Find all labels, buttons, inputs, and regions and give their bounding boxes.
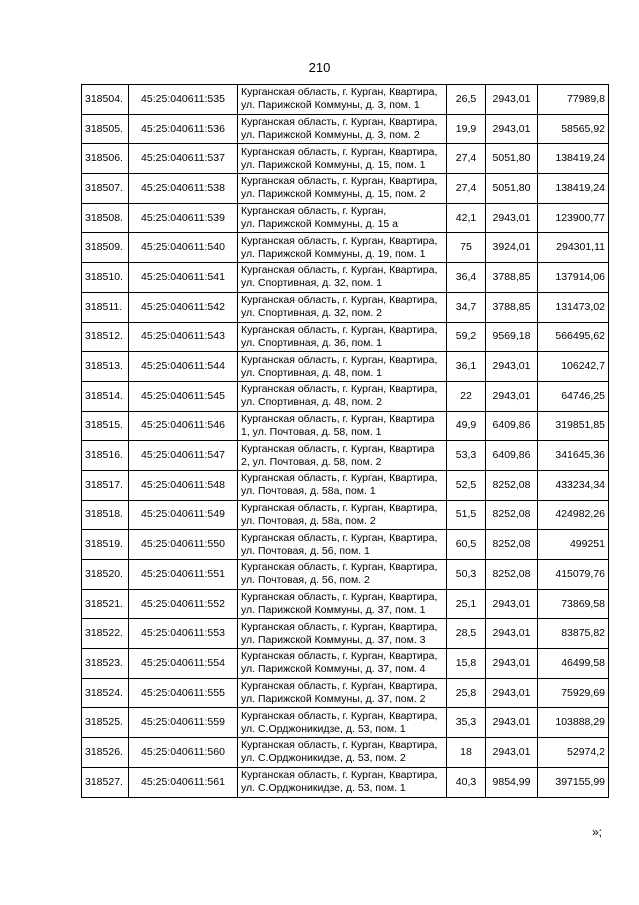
address-cell bbox=[238, 560, 447, 590]
address-cell bbox=[238, 411, 447, 441]
row-number: 318511. bbox=[82, 292, 129, 322]
cost-value: 83875,82 bbox=[538, 619, 609, 649]
area-value: 15,8 bbox=[447, 649, 486, 679]
area-value: 52,5 bbox=[447, 470, 486, 500]
cost-value: 75929,69 bbox=[538, 678, 609, 708]
address-line-2: ул. Спортивная, д. 36, пом. 1 bbox=[241, 336, 383, 349]
table-row bbox=[82, 381, 609, 411]
rate-value: 6409,86 bbox=[486, 441, 538, 471]
address-cell bbox=[238, 678, 447, 708]
rate-value: 8252,08 bbox=[486, 470, 538, 500]
address-line-2: ул. С.Орджоникидзе, д. 53, пом. 1 bbox=[241, 722, 406, 735]
address-cell bbox=[238, 352, 447, 382]
address-cell bbox=[238, 85, 447, 115]
address-line-1: Курганская область, г. Курган, Квартира, bbox=[241, 709, 438, 722]
row-number: 318521. bbox=[82, 589, 129, 619]
row-number: 318504. bbox=[82, 85, 129, 115]
cadastral-number: 45:25:040611:554 bbox=[129, 649, 238, 679]
address-cell bbox=[238, 500, 447, 530]
row-number: 318507. bbox=[82, 174, 129, 204]
address-cell bbox=[238, 767, 447, 797]
cadastral-number: 45:25:040611:538 bbox=[129, 174, 238, 204]
address-line-1: Курганская область, г. Курган, Квартира, bbox=[241, 175, 438, 188]
row-number: 318526. bbox=[82, 738, 129, 768]
address-cell bbox=[238, 322, 447, 352]
address-line-1: Курганская область, г. Курган, Квартира bbox=[241, 442, 435, 455]
cost-value: 52974,2 bbox=[538, 738, 609, 768]
address-line-1: Курганская область, г. Курган, Квартира, bbox=[241, 145, 438, 158]
rate-value: 2943,01 bbox=[486, 738, 538, 768]
address-line-1: Курганская область, г. Курган, Квартира, bbox=[241, 620, 438, 633]
table-row bbox=[82, 530, 609, 560]
area-value: 36,4 bbox=[447, 263, 486, 293]
address-line-2: ул. Спортивная, д. 48, пом. 2 bbox=[241, 396, 383, 409]
address-line-1: Курганская область, г. Курган, Квартира, bbox=[241, 531, 438, 544]
rate-value: 8252,08 bbox=[486, 530, 538, 560]
cost-value: 499251 bbox=[538, 530, 609, 560]
address-line-2: 1, ул. Почтовая, д. 58, пом. 1 bbox=[241, 425, 382, 438]
address-line-2: ул. Парижской Коммуны, д. 19, пом. 1 bbox=[241, 247, 426, 260]
table-row bbox=[82, 589, 609, 619]
address-line-1: Курганская область, г. Курган, Квартира, bbox=[241, 591, 438, 604]
area-value: 50,3 bbox=[447, 560, 486, 590]
row-number: 318512. bbox=[82, 322, 129, 352]
row-number: 318510. bbox=[82, 263, 129, 293]
page-number: 210 bbox=[308, 60, 331, 75]
cost-value: 294301,11 bbox=[538, 233, 609, 263]
cadastral-number: 45:25:040611:535 bbox=[129, 85, 238, 115]
row-number: 318524. bbox=[82, 678, 129, 708]
area-value: 75 bbox=[447, 233, 486, 263]
area-value: 49,9 bbox=[447, 411, 486, 441]
address-line-2: ул. Парижской Коммуны, д. 3, пом. 1 bbox=[241, 99, 420, 112]
area-value: 34,7 bbox=[447, 292, 486, 322]
address-cell bbox=[238, 619, 447, 649]
closing-quote: »; bbox=[592, 825, 603, 839]
area-value: 26,5 bbox=[447, 85, 486, 115]
cost-value: 397155,99 bbox=[538, 767, 609, 797]
cost-value: 433234,34 bbox=[538, 470, 609, 500]
cadastral-number: 45:25:040611:542 bbox=[129, 292, 238, 322]
address-line-1: Курганская область, г. Курган, Квартира, bbox=[241, 116, 438, 129]
address-line-2: ул. Почтовая, д. 56, пом. 2 bbox=[241, 574, 370, 587]
rate-value: 5051,80 bbox=[486, 144, 538, 174]
address-line-1: Курганская область, г. Курган, Квартира, bbox=[241, 234, 438, 247]
cadastral-number: 45:25:040611:551 bbox=[129, 560, 238, 590]
row-number: 318517. bbox=[82, 470, 129, 500]
cadastral-number: 45:25:040611:548 bbox=[129, 470, 238, 500]
cadastral-number: 45:25:040611:550 bbox=[129, 530, 238, 560]
area-value: 27,4 bbox=[447, 144, 486, 174]
table-row bbox=[82, 203, 609, 233]
cost-value: 566495,62 bbox=[538, 322, 609, 352]
table-row bbox=[82, 470, 609, 500]
property-registry-table bbox=[81, 84, 609, 798]
table-row bbox=[82, 322, 609, 352]
address-line-2: ул. Парижской Коммуны, д. 37, пом. 4 bbox=[241, 663, 426, 676]
area-value: 60,5 bbox=[447, 530, 486, 560]
area-value: 19,9 bbox=[447, 114, 486, 144]
rate-value: 3788,85 bbox=[486, 263, 538, 293]
address-cell bbox=[238, 589, 447, 619]
cadastral-number: 45:25:040611:553 bbox=[129, 619, 238, 649]
address-line-2: ул. Спортивная, д. 48, пом. 1 bbox=[241, 366, 383, 379]
cadastral-number: 45:25:040611:560 bbox=[129, 738, 238, 768]
cost-value: 319851,85 bbox=[538, 411, 609, 441]
address-cell bbox=[238, 649, 447, 679]
cadastral-number: 45:25:040611:552 bbox=[129, 589, 238, 619]
rate-value: 3924,01 bbox=[486, 233, 538, 263]
address-line-2: ул. Парижской Коммуны, д. 15 а bbox=[241, 218, 399, 231]
area-value: 18 bbox=[447, 738, 486, 768]
rate-value: 2943,01 bbox=[486, 649, 538, 679]
row-number: 318525. bbox=[82, 708, 129, 738]
rate-value: 2943,01 bbox=[486, 352, 538, 382]
rate-value: 9569,18 bbox=[486, 322, 538, 352]
rate-value: 2943,01 bbox=[486, 203, 538, 233]
area-value: 28,5 bbox=[447, 619, 486, 649]
table-row bbox=[82, 352, 609, 382]
address-cell bbox=[238, 470, 447, 500]
rate-value: 8252,08 bbox=[486, 500, 538, 530]
address-cell bbox=[238, 708, 447, 738]
address-cell bbox=[238, 530, 447, 560]
address-cell bbox=[238, 381, 447, 411]
address-line-2: ул. Парижской Коммуны, д. 15, пом. 2 bbox=[241, 188, 426, 201]
address-line-2: ул. Почтовая, д. 58а, пом. 2 bbox=[241, 514, 376, 527]
area-value: 59,2 bbox=[447, 322, 486, 352]
table-row bbox=[82, 500, 609, 530]
table-row bbox=[82, 411, 609, 441]
table-row bbox=[82, 114, 609, 144]
row-number: 318523. bbox=[82, 649, 129, 679]
address-line-1: Курганская область, г. Курган, Квартира, bbox=[241, 86, 438, 99]
table-row bbox=[82, 708, 609, 738]
area-value: 36,1 bbox=[447, 352, 486, 382]
address-cell bbox=[238, 263, 447, 293]
address-line-1: Курганская область, г. Курган, Квартира, bbox=[241, 264, 438, 277]
cost-value: 415079,76 bbox=[538, 560, 609, 590]
address-line-1: Курганская область, г. Курган, Квартира, bbox=[241, 501, 438, 514]
area-value: 27,4 bbox=[447, 174, 486, 204]
cost-value: 106242,7 bbox=[538, 352, 609, 382]
address-cell bbox=[238, 441, 447, 471]
rate-value: 5051,80 bbox=[486, 174, 538, 204]
address-cell bbox=[238, 114, 447, 144]
row-number: 318515. bbox=[82, 411, 129, 441]
cost-value: 138419,24 bbox=[538, 144, 609, 174]
address-line-2: ул. Спортивная, д. 32, пом. 2 bbox=[241, 307, 383, 320]
address-line-2: ул. Почтовая, д. 58а, пом. 1 bbox=[241, 485, 376, 498]
rate-value: 8252,08 bbox=[486, 560, 538, 590]
row-number: 318513. bbox=[82, 352, 129, 382]
table-row bbox=[82, 85, 609, 115]
cadastral-number: 45:25:040611:543 bbox=[129, 322, 238, 352]
cadastral-number: 45:25:040611:536 bbox=[129, 114, 238, 144]
cost-value: 77989,8 bbox=[538, 85, 609, 115]
area-value: 51,5 bbox=[447, 500, 486, 530]
cost-value: 424982,26 bbox=[538, 500, 609, 530]
area-value: 25,1 bbox=[447, 589, 486, 619]
table-row bbox=[82, 144, 609, 174]
area-value: 25,8 bbox=[447, 678, 486, 708]
address-line-1: Курганская область, г. Курган, Квартира, bbox=[241, 294, 438, 307]
address-cell bbox=[238, 203, 447, 233]
cadastral-number: 45:25:040611:545 bbox=[129, 381, 238, 411]
row-number: 318516. bbox=[82, 441, 129, 471]
rate-value: 6409,86 bbox=[486, 411, 538, 441]
cost-value: 103888,29 bbox=[538, 708, 609, 738]
rate-value: 2943,01 bbox=[486, 85, 538, 115]
address-cell bbox=[238, 144, 447, 174]
table-row bbox=[82, 619, 609, 649]
row-number: 318518. bbox=[82, 500, 129, 530]
cost-value: 131473,02 bbox=[538, 292, 609, 322]
cadastral-number: 45:25:040611:537 bbox=[129, 144, 238, 174]
cadastral-number: 45:25:040611:561 bbox=[129, 767, 238, 797]
area-value: 42,1 bbox=[447, 203, 486, 233]
address-line-1: Курганская область, г. Курган, bbox=[241, 205, 387, 218]
cadastral-number: 45:25:040611:540 bbox=[129, 233, 238, 263]
address-cell bbox=[238, 174, 447, 204]
cost-value: 73869,58 bbox=[538, 589, 609, 619]
address-cell bbox=[238, 292, 447, 322]
cadastral-number: 45:25:040611:539 bbox=[129, 203, 238, 233]
table-row bbox=[82, 738, 609, 768]
row-number: 318522. bbox=[82, 619, 129, 649]
table-row bbox=[82, 678, 609, 708]
address-line-2: ул. Парижской Коммуны, д. 37, пом. 2 bbox=[241, 693, 426, 706]
cadastral-number: 45:25:040611:555 bbox=[129, 678, 238, 708]
cost-value: 123900,77 bbox=[538, 203, 609, 233]
cost-value: 341645,36 bbox=[538, 441, 609, 471]
rate-value: 2943,01 bbox=[486, 678, 538, 708]
address-line-2: ул. Парижской Коммуны, д. 37, пом. 3 bbox=[241, 633, 426, 646]
table-row bbox=[82, 441, 609, 471]
registry-body bbox=[82, 85, 609, 798]
address-line-1: Курганская область, г. Курган, Квартира, bbox=[241, 561, 438, 574]
rate-value: 2943,01 bbox=[486, 619, 538, 649]
address-line-1: Курганская область, г. Курган, Квартира, bbox=[241, 472, 438, 485]
cost-value: 137914,06 bbox=[538, 263, 609, 293]
row-number: 318505. bbox=[82, 114, 129, 144]
address-cell bbox=[238, 233, 447, 263]
area-value: 40,3 bbox=[447, 767, 486, 797]
address-line-2: ул. С.Орджоникидзе, д. 53, пом. 2 bbox=[241, 752, 406, 765]
table-row bbox=[82, 292, 609, 322]
table-row bbox=[82, 174, 609, 204]
rate-value: 9854,99 bbox=[486, 767, 538, 797]
table-row bbox=[82, 263, 609, 293]
address-line-2: ул. Парижской Коммуны, д. 15, пом. 1 bbox=[241, 158, 426, 171]
rate-value: 3788,85 bbox=[486, 292, 538, 322]
table-row bbox=[82, 649, 609, 679]
row-number: 318527. bbox=[82, 767, 129, 797]
row-number: 318506. bbox=[82, 144, 129, 174]
cadastral-number: 45:25:040611:541 bbox=[129, 263, 238, 293]
row-number: 318509. bbox=[82, 233, 129, 263]
address-cell bbox=[238, 738, 447, 768]
rate-value: 2943,01 bbox=[486, 381, 538, 411]
row-number: 318514. bbox=[82, 381, 129, 411]
address-line-2: ул. Парижской Коммуны, д. 37, пом. 1 bbox=[241, 604, 426, 617]
area-value: 22 bbox=[447, 381, 486, 411]
address-line-1: Курганская область, г. Курган, Квартира, bbox=[241, 383, 438, 396]
address-line-1: Курганская область, г. Курган, Квартира, bbox=[241, 353, 438, 366]
table-row bbox=[82, 233, 609, 263]
cost-value: 64746,25 bbox=[538, 381, 609, 411]
row-number: 318520. bbox=[82, 560, 129, 590]
cost-value: 46499,58 bbox=[538, 649, 609, 679]
cadastral-number: 45:25:040611:546 bbox=[129, 411, 238, 441]
table-row bbox=[82, 767, 609, 797]
cadastral-number: 45:25:040611:544 bbox=[129, 352, 238, 382]
address-line-2: ул. Почтовая, д. 56, пом. 1 bbox=[241, 544, 370, 557]
rate-value: 2943,01 bbox=[486, 708, 538, 738]
table-row bbox=[82, 560, 609, 590]
row-number: 318519. bbox=[82, 530, 129, 560]
address-line-2: ул. С.Орджоникидзе, д. 53, пом. 1 bbox=[241, 782, 406, 795]
area-value: 35,3 bbox=[447, 708, 486, 738]
cost-value: 138419,24 bbox=[538, 174, 609, 204]
address-line-1: Курганская область, г. Курган, Квартира, bbox=[241, 739, 438, 752]
rate-value: 2943,01 bbox=[486, 114, 538, 144]
address-line-2: ул. Парижской Коммуны, д. 3, пом. 2 bbox=[241, 129, 420, 142]
cost-value: 58565,92 bbox=[538, 114, 609, 144]
address-line-1: Курганская область, г. Курган, Квартира, bbox=[241, 323, 438, 336]
row-number: 318508. bbox=[82, 203, 129, 233]
address-line-2: 2, ул. Почтовая, д. 58, пом. 2 bbox=[241, 455, 382, 468]
area-value: 53,3 bbox=[447, 441, 486, 471]
cadastral-number: 45:25:040611:559 bbox=[129, 708, 238, 738]
cadastral-number: 45:25:040611:549 bbox=[129, 500, 238, 530]
cadastral-number: 45:25:040611:547 bbox=[129, 441, 238, 471]
address-line-1: Курганская область, г. Курган, Квартира, bbox=[241, 769, 438, 782]
address-line-2: ул. Спортивная, д. 32, пом. 1 bbox=[241, 277, 383, 290]
address-line-1: Курганская область, г. Курган, Квартира, bbox=[241, 650, 438, 663]
rate-value: 2943,01 bbox=[486, 589, 538, 619]
address-line-1: Курганская область, г. Курган, Квартира bbox=[241, 412, 435, 425]
address-line-1: Курганская область, г. Курган, Квартира, bbox=[241, 680, 438, 693]
